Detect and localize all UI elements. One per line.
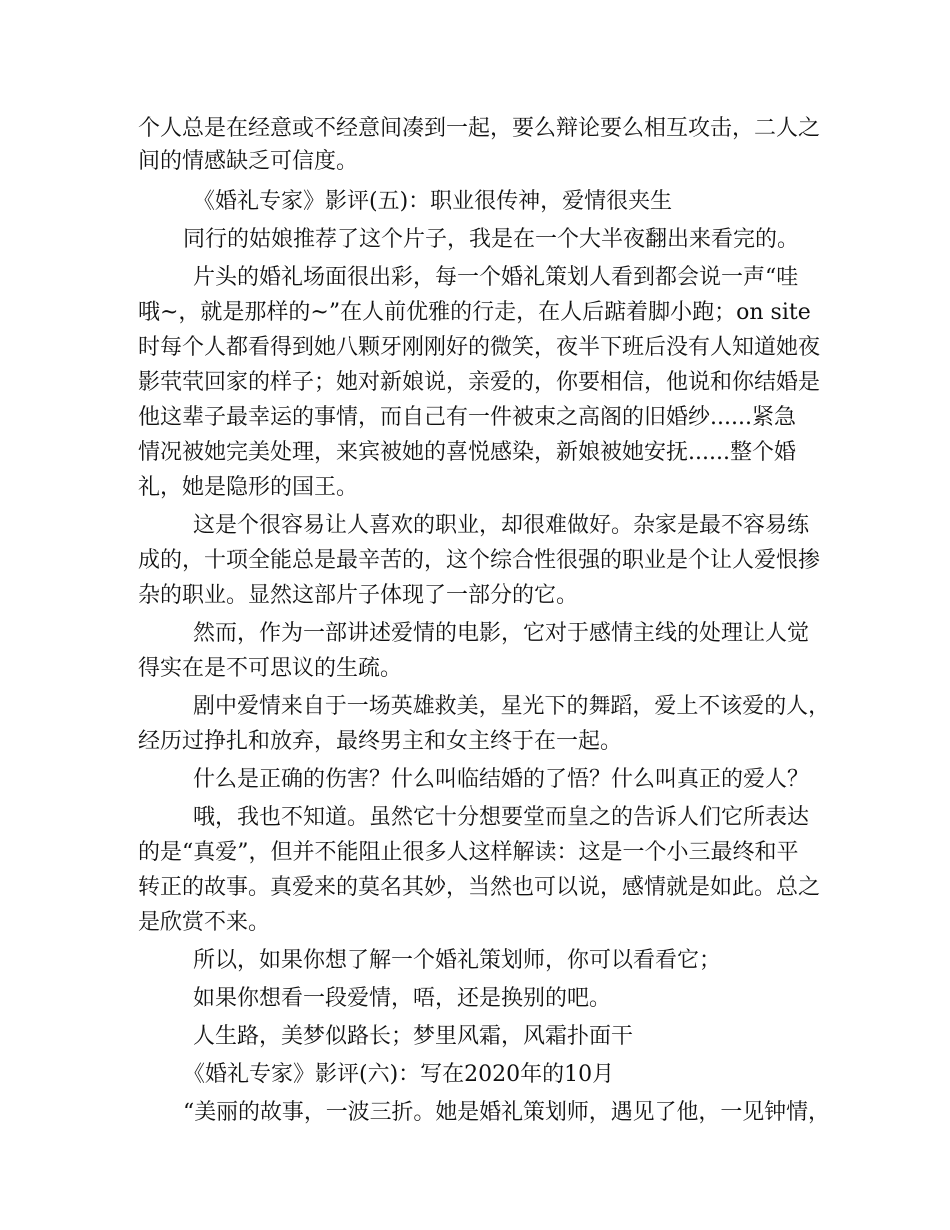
- text-line: 的是“真爱”，但并不能阻止很多人这样解读：这是一个小三最终和平: [138, 840, 799, 865]
- text-line: 个人总是在经意或不经意间凑到一起，要么辩论要么相互攻击，二人之: [138, 116, 821, 141]
- text-line: 片头的婚礼场面很出彩，每一个婚礼策划人看到都会说一声“哇: [193, 265, 799, 290]
- text-line: 经历过挣扎和放弃，最终男主和女主终于在一起。: [138, 729, 623, 754]
- text-line: 如果你想看一段爱情，唔，还是换别的吧。: [193, 986, 612, 1011]
- text-line: 人生路，美梦似路长；梦里风霜，风霜扑面干: [193, 1024, 634, 1049]
- section-heading: 《婚礼专家》影评(六)：写在2020年的10月: [183, 1062, 615, 1087]
- text-line: 间的情感缺乏可信度。: [138, 149, 359, 174]
- text-line: 这是个很容易让人喜欢的职业，却很难做好。杂家是最不容易练: [193, 513, 810, 538]
- text-line: 然而，作为一部讲述爱情的电影，它对于感情主线的处理让人觉: [193, 621, 810, 646]
- text-line: 他这辈子最幸运的事情，而自己有一件被束之高阁的旧婚纱......紧急: [138, 405, 796, 430]
- text-line: 所以，如果你想了解一个婚礼策划师，你可以看看它；: [193, 948, 722, 973]
- text-line: 是欣赏不来。: [138, 910, 271, 935]
- text-line: 转正的故事。真爱来的莫名其妙，当然也可以说，感情就是如此。总之: [138, 875, 821, 900]
- text-line: “美丽的故事，一波三折。她是婚礼策划师，遇见了他，一见钟情，: [183, 1100, 830, 1125]
- text-line: 同行的姑娘推荐了这个片子，我是在一个大半夜翻出来看完的。: [183, 227, 800, 252]
- section-heading: 《婚礼专家》影评(五)：职业很传神，爱情很夹生: [193, 189, 673, 214]
- text-line: 剧中爱情来自于一场英雄救美，星光下的舞蹈，爱上不该爱的人，: [193, 694, 831, 719]
- text-line: 什么是正确的伤害？什么叫临结婚的了悟？什么叫真正的爱人？: [193, 767, 810, 792]
- text-line: 影茕茕回家的样子；她对新娘说，亲爱的，你要相信，他说和你结婚是: [138, 370, 821, 395]
- text-line: 礼，她是隐形的国王。: [138, 475, 359, 500]
- text-line: 杂的职业。显然这部片子体现了一部分的它。: [138, 583, 579, 608]
- text-line: 哦~，就是那样的~”在人前优雅的行走，在人后踮着脚小跑；on site: [138, 300, 811, 325]
- text-line: 得实在是不可思议的生疏。: [138, 656, 403, 681]
- text-line: 成的，十项全能总是最辛苦的，这个综合性很强的职业是个让人爱恨掺: [138, 548, 821, 573]
- text-line: 哦，我也不知道。虽然它十分想要堂而皇之的告诉人们它所表达: [193, 805, 810, 830]
- text-line: 情况被她完美处理，来宾被她的喜悦感染，新娘被她安抚......整个婚: [138, 440, 796, 465]
- text-line: 时每个人都看得到她八颗牙刚刚好的微笑，夜半下班后没有人知道她夜: [138, 335, 821, 360]
